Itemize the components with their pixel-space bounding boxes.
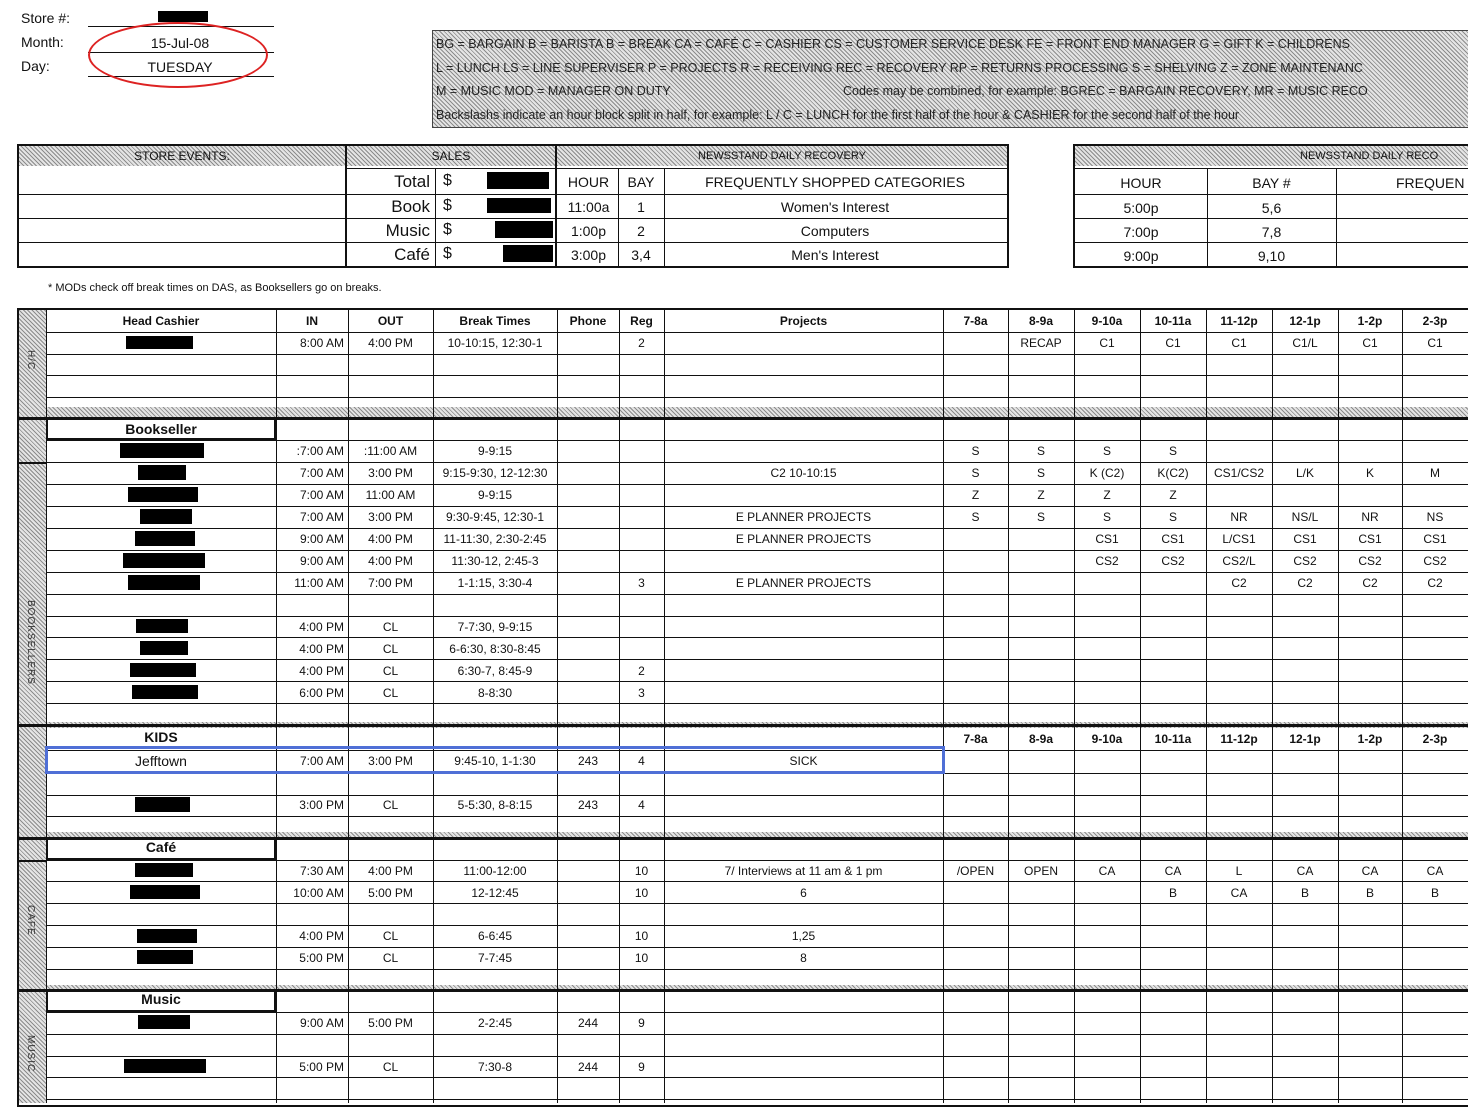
redacted-employee-name <box>120 443 204 458</box>
newsstand-2-hour: 9:00p <box>1123 248 1159 264</box>
phone-extension: 243 <box>577 798 599 812</box>
hour-assignment: C2 <box>1362 576 1378 590</box>
month-label: Month: <box>21 34 64 50</box>
break-times: 7-7:45 <box>477 951 513 965</box>
break-times: 7:30-8 <box>477 1060 513 1074</box>
hour-assignment: S <box>971 466 980 480</box>
column-header-projects: Projects <box>779 314 828 328</box>
hour-assignment: CS1 <box>1095 532 1119 546</box>
newsstand-categories-header: FREQUENTLY SHOPPED CATEGORIES <box>705 174 965 190</box>
schedule-row <box>46 440 1468 462</box>
shift-in-time: 4:00 PM <box>299 642 344 656</box>
redacted-employee-name <box>137 929 197 943</box>
hour-column-header: 10-11a <box>1154 732 1192 746</box>
shift-in-time: 7:00 AM <box>299 754 344 768</box>
shift-in-time: :7:00 AM <box>296 444 344 458</box>
hour-assignment: CS2 <box>1095 554 1119 568</box>
hour-assignment: Z <box>1037 488 1045 502</box>
hour-assignment: CA <box>1426 864 1444 878</box>
shift-out-time: :11:00 AM <box>363 444 418 458</box>
column-header-reg: Reg <box>630 314 653 328</box>
shift-out-time: CL <box>382 642 399 656</box>
break-times: 11:30-12, 2:45-3 <box>451 554 539 568</box>
shift-in-time: 7:30 AM <box>299 864 344 878</box>
hour-column-header: 10-11a <box>1154 314 1192 328</box>
redacted-employee-name <box>135 863 193 877</box>
hour-column-header: 7-8a <box>963 314 988 328</box>
redacted-employee-name <box>124 1059 206 1073</box>
register-number: 2 <box>638 664 645 678</box>
redacted-book-sales <box>487 198 551 213</box>
shift-in-time: 8:00 AM <box>299 336 344 350</box>
newsstand-2-hour: 5:00p <box>1123 200 1159 216</box>
redacted-employee-name <box>135 531 195 546</box>
hour-assignment: S <box>1102 444 1111 458</box>
newsstand-title: NEWSSTAND DAILY RECOVERY <box>698 150 866 162</box>
shift-out-time: CL <box>382 929 399 943</box>
register-number: 3 <box>638 576 645 590</box>
sales-total-currency: $ <box>443 172 452 189</box>
legend-line-3a: M = MUSIC MOD = MANAGER ON DUTY <box>436 84 671 98</box>
hour-assignment: CS2 <box>1293 554 1317 568</box>
day-value: TUESDAY <box>147 59 213 75</box>
schedule-row <box>46 682 1468 704</box>
hour-assignment: CA <box>1164 864 1182 878</box>
shift-out-time: CL <box>382 951 399 965</box>
shift-in-time: 5:00 PM <box>299 951 344 965</box>
sales-book-currency: $ <box>443 197 452 214</box>
break-times: 12-12:45 <box>471 886 519 900</box>
hour-column-header: 1-2p <box>1357 314 1383 328</box>
shift-out-time: 3:00 PM <box>368 510 413 524</box>
schedule-row <box>46 638 1468 660</box>
projects: E PLANNER PROJECTS <box>735 576 872 590</box>
column-header-in: IN <box>306 314 318 328</box>
shift-out-time: 11:00 AM <box>365 488 416 502</box>
projects: 8 <box>800 951 807 965</box>
hour-assignment: Z <box>1169 488 1177 502</box>
shift-out-time: CL <box>382 664 399 678</box>
redacted-music-sales <box>495 221 553 238</box>
hour-assignment: Z <box>1103 488 1111 502</box>
redacted-employee-name <box>137 950 193 964</box>
store-number-label: Store #: <box>21 10 71 26</box>
newsstand-2-bay: 5,6 <box>1261 200 1282 216</box>
section-kids: KIDS <box>144 729 178 745</box>
hour-assignment: C1 <box>1362 336 1378 350</box>
sales-music-currency: $ <box>443 221 452 238</box>
column-header-breaks: Break Times <box>459 314 531 328</box>
hour-assignment: CS1 <box>1161 532 1185 546</box>
redacted-employee-name <box>138 465 186 480</box>
store-events-title: STORE EVENTS: <box>134 149 230 163</box>
shift-in-time: 10:00 AM <box>293 886 344 900</box>
legend-line-3b: Codes may be combined, for example: BGREC = BARGAIN RECOVERY, MR = MUSIC RECO <box>843 84 1368 98</box>
newsstand-2-hour: 7:00p <box>1123 224 1159 240</box>
hour-assignment: S <box>971 444 980 458</box>
section-music: Music <box>141 991 181 1007</box>
hour-assignment: M <box>1430 466 1440 480</box>
side-label-cafe: CAFE <box>25 905 36 936</box>
newsstand-category: Computers <box>800 223 870 239</box>
hour-assignment: B <box>1430 886 1439 900</box>
hour-assignment: CA <box>1361 864 1379 878</box>
hour-assignment: CS2/L <box>1222 554 1256 568</box>
hour-assignment: CS2 <box>1161 554 1185 568</box>
break-times: 11-11:30, 2:30-2:45 <box>443 532 547 546</box>
projects: 7/ Interviews at 11 am & 1 pm <box>724 864 883 878</box>
newsstand-hour-header: HOUR <box>567 174 610 190</box>
hour-assignment: S <box>1168 510 1177 524</box>
break-times: 9-9:15 <box>477 488 513 502</box>
register-number: 4 <box>638 754 645 768</box>
hour-assignment: K(C2) <box>1157 466 1189 480</box>
hour-assignment: B <box>1365 886 1374 900</box>
break-times: 6-6:30, 8:30-8:45 <box>449 642 541 656</box>
redacted-employee-name <box>126 336 193 349</box>
shift-out-time: 3:00 PM <box>368 466 413 480</box>
newsstand-bay-header: BAY <box>627 174 655 190</box>
hour-column-header: 2-3p <box>1422 314 1448 328</box>
newsstand-bay: 1 <box>637 199 645 215</box>
hour-column-header: 8-9a <box>1028 732 1054 746</box>
redacted-store-number <box>158 11 208 22</box>
break-times: 5-5:30, 8-8:15 <box>457 798 533 812</box>
projects: C2 10-10:15 <box>770 466 837 480</box>
hour-assignment: NS <box>1426 510 1444 524</box>
column-header-out: OUT <box>377 314 404 328</box>
redacted-employee-name <box>128 487 198 502</box>
hour-assignment: K (C2) <box>1089 466 1125 480</box>
break-times: 10-10:15, 12:30-1 <box>447 336 543 350</box>
schedule-row <box>46 794 1468 816</box>
column-header-phone: Phone <box>569 314 607 328</box>
hour-assignment: NR <box>1361 510 1379 524</box>
hour-assignment: C2 <box>1297 576 1313 590</box>
newsstand-bay: 3,4 <box>631 247 651 263</box>
side-label-music: MUSIC <box>25 1035 36 1073</box>
hour-assignment: CS2 <box>1423 554 1447 568</box>
redacted-employee-name <box>130 885 200 899</box>
side-label-hc: H/C <box>25 350 36 371</box>
register-number: 3 <box>638 686 645 700</box>
projects: SICK <box>789 754 818 768</box>
shift-out-time: 4:00 PM <box>368 554 413 568</box>
shift-in-time: 3:00 PM <box>299 798 344 812</box>
redacted-employee-name <box>140 509 192 524</box>
hour-column-header: 12-1p <box>1289 314 1321 328</box>
hour-column-header: 11-12p <box>1220 732 1258 746</box>
legend-line-4: Backslashs indicate an hour block split in half, for example: L / C = LUNCH for the first half of the hour & CASHIER for the second half of the hour <box>436 108 1240 122</box>
newsstand-hour: 3:00p <box>570 247 607 263</box>
hour-assignment: S <box>1168 444 1177 458</box>
register-number: 10 <box>634 886 649 900</box>
shift-out-time: 5:00 PM <box>368 1016 413 1030</box>
hour-assignment: S <box>971 510 980 524</box>
shift-in-time: 7:00 AM <box>299 488 344 502</box>
redacted-employee-name <box>132 685 198 699</box>
hour-assignment: NR <box>1230 510 1248 524</box>
break-times: 2-2:45 <box>477 1016 513 1030</box>
hour-assignment: L/CS1 <box>1222 532 1256 546</box>
schedule-row <box>46 616 1468 638</box>
register-number: 10 <box>634 951 649 965</box>
break-times: 11:00-12:00 <box>463 864 527 878</box>
sales-music-label: Music <box>385 221 430 240</box>
schedule-row <box>46 1056 1468 1078</box>
shift-in-time: 7:00 AM <box>299 466 344 480</box>
hour-column-header: 8-9a <box>1028 314 1054 328</box>
employee-name: Jefftown <box>135 753 187 769</box>
hour-assignment: C2 <box>1231 576 1247 590</box>
shift-out-time: 7:00 PM <box>368 576 413 590</box>
shift-out-time: 4:00 PM <box>368 864 413 878</box>
hour-column-header: 12-1p <box>1289 732 1321 746</box>
break-times: 1-1:15, 3:30-4 <box>457 576 533 590</box>
hour-column-header: 11-12p <box>1220 314 1258 328</box>
newsstand-2-categories-header: FREQUEN <box>1396 175 1465 191</box>
side-label-booksellers: BOOKSELLERS <box>25 600 36 685</box>
legend-line-1: BG = BARGAIN B = BARISTA B = BREAK CA = CAFÉ C = CASHIER CS = CUSTOMER SERVICE DESK FE = FRONT END MANAGER G = GIFT K = CHILDRENS <box>436 37 1351 51</box>
newsstand-hour: 11:00a <box>567 199 610 215</box>
hour-assignment: /OPEN <box>956 864 995 878</box>
section-bookseller: Bookseller <box>125 421 197 437</box>
shift-in-time: 9:00 AM <box>299 1016 344 1030</box>
break-times: 6-6:45 <box>477 929 513 943</box>
day-label: Day: <box>21 58 50 74</box>
red-circle-annotation <box>88 22 268 88</box>
hour-assignment: C1 <box>1231 336 1247 350</box>
shift-out-time: CL <box>382 620 399 634</box>
hour-assignment: CA <box>1296 864 1314 878</box>
break-times: 9:30-9:45, 12:30-1 <box>445 510 545 524</box>
break-times: 7-7:30, 9-9:15 <box>457 620 533 634</box>
projects: 1,25 <box>791 929 816 943</box>
hour-assignment: CS1 <box>1423 532 1447 546</box>
shift-in-time: 4:00 PM <box>299 620 344 634</box>
shift-in-time: 9:00 AM <box>299 532 344 546</box>
break-times: 9:45-10, 1-1:30 <box>454 754 536 768</box>
schedule-row <box>46 1012 1468 1034</box>
hour-assignment: RECAP <box>1020 336 1062 350</box>
redacted-cafe-sales <box>503 245 553 262</box>
shift-out-time: 3:00 PM <box>368 754 413 768</box>
hour-assignment: C1 <box>1099 336 1115 350</box>
schedule-row <box>46 660 1468 682</box>
section-cafe: Café <box>145 839 177 855</box>
shift-in-time: 4:00 PM <box>299 929 344 943</box>
shift-in-time: 5:00 PM <box>299 1060 344 1074</box>
shift-in-time: 9:00 AM <box>299 554 344 568</box>
break-times: 9:15-9:30, 12-12:30 <box>442 466 548 480</box>
break-times: 8-8:30 <box>477 686 513 700</box>
newsstand-hour: 1:00p <box>570 223 607 239</box>
hour-assignment: S <box>1036 444 1045 458</box>
newsstand-bay: 2 <box>637 223 645 239</box>
projects: E PLANNER PROJECTS <box>735 510 872 524</box>
hour-assignment: NS/L <box>1291 510 1319 524</box>
shift-in-time: 4:00 PM <box>299 664 344 678</box>
register-number: 4 <box>638 798 645 812</box>
redacted-employee-name <box>128 575 200 590</box>
hour-column-header: 9-10a <box>1091 314 1123 328</box>
hour-assignment: S <box>1102 510 1111 524</box>
projects: E PLANNER PROJECTS <box>735 532 872 546</box>
break-times: 9-9:15 <box>477 444 513 458</box>
hour-assignment: L/K <box>1295 466 1314 480</box>
newsstand-2-bay: 7,8 <box>1261 224 1282 240</box>
hour-assignment: B <box>1168 886 1177 900</box>
sales-cafe-label: Café <box>394 245 430 264</box>
hour-assignment: C1 <box>1427 336 1443 350</box>
hour-assignment: OPEN <box>1023 864 1058 878</box>
newsstand-category: Women's Interest <box>780 199 890 215</box>
highlight-box <box>45 746 945 774</box>
hour-assignment: L <box>1235 864 1243 878</box>
hour-assignment: C2 <box>1427 576 1443 590</box>
redacted-employee-name <box>140 641 188 655</box>
sales-cafe-currency: $ <box>443 245 452 262</box>
register-number: 9 <box>638 1016 645 1030</box>
hour-assignment: S <box>1036 466 1045 480</box>
redacted-employee-name <box>130 663 196 677</box>
sales-book-label: Book <box>391 197 430 216</box>
hour-assignment: CA <box>1230 886 1248 900</box>
phone-extension: 244 <box>577 1060 599 1074</box>
month-value: 15-Jul-08 <box>150 35 210 51</box>
newsstand-2-title: NEWSSTAND DAILY RECO <box>1300 150 1439 162</box>
hour-column-header: 7-8a <box>963 732 988 746</box>
shift-out-time: CL <box>382 798 399 812</box>
hour-assignment: CA <box>1098 864 1116 878</box>
break-times: 6:30-7, 8:45-9 <box>457 664 533 678</box>
newsstand-2-bay: 9,10 <box>1257 248 1286 264</box>
register-number: 10 <box>634 929 649 943</box>
projects: 6 <box>800 886 807 900</box>
shift-in-time: 11:00 AM <box>294 576 344 590</box>
phone-extension: 244 <box>577 1016 599 1030</box>
shift-in-time: 7:00 AM <box>299 510 344 524</box>
shift-out-time: 4:00 PM <box>368 532 413 546</box>
schedule-row <box>46 484 1468 506</box>
shift-out-time: 5:00 PM <box>368 886 413 900</box>
hour-column-header: 9-10a <box>1091 732 1123 746</box>
shift-out-time: 4:00 PM <box>368 336 413 350</box>
hour-column-header: 1-2p <box>1357 732 1383 746</box>
sales-title: SALES <box>431 149 471 163</box>
shift-out-time: CL <box>382 1060 399 1074</box>
hour-assignment: CS2 <box>1358 554 1382 568</box>
hour-assignment: Z <box>971 488 980 502</box>
redacted-employee-name <box>136 619 188 633</box>
hour-assignment: C1 <box>1165 336 1181 350</box>
register-number: 10 <box>634 864 649 878</box>
mod-break-note: * MODs check off break times on DAS, as Booksellers go on breaks. <box>48 282 382 294</box>
register-number: 9 <box>638 1060 645 1074</box>
redacted-employee-name <box>138 1015 190 1029</box>
sales-total-label: Total <box>394 172 430 191</box>
newsstand-category: Men's Interest <box>791 247 879 263</box>
phone-extension: 243 <box>577 754 599 768</box>
hour-assignment: C1/L <box>1292 336 1318 350</box>
hour-assignment: K <box>1365 466 1374 480</box>
hour-assignment: CS1/CS2 <box>1213 466 1265 480</box>
newsstand-2-hour-header: HOUR <box>1120 175 1162 191</box>
hour-assignment: S <box>1036 510 1045 524</box>
redacted-employee-name <box>123 553 205 568</box>
hour-assignment: CS1 <box>1358 532 1382 546</box>
newsstand-2-bay-header: BAY # <box>1252 175 1291 191</box>
hour-assignment: CS1 <box>1293 532 1317 546</box>
column-header-name: Head Cashier <box>122 314 200 328</box>
register-number: 2 <box>638 336 645 350</box>
redacted-employee-name <box>135 797 190 812</box>
redacted-total-sales <box>487 172 549 189</box>
shift-out-time: CL <box>382 686 399 700</box>
shift-in-time: 6:00 PM <box>299 686 344 700</box>
hour-assignment: B <box>1300 886 1309 900</box>
legend-line-2: L = LUNCH LS = LINE SUPERVISER P = PROJECTS R = RECEIVING REC = RECOVERY RP = RETURNS PROCESSING S = SHELVING Z = ZONE MAINTENANC <box>436 61 1363 75</box>
hour-column-header: 2-3p <box>1422 732 1448 746</box>
